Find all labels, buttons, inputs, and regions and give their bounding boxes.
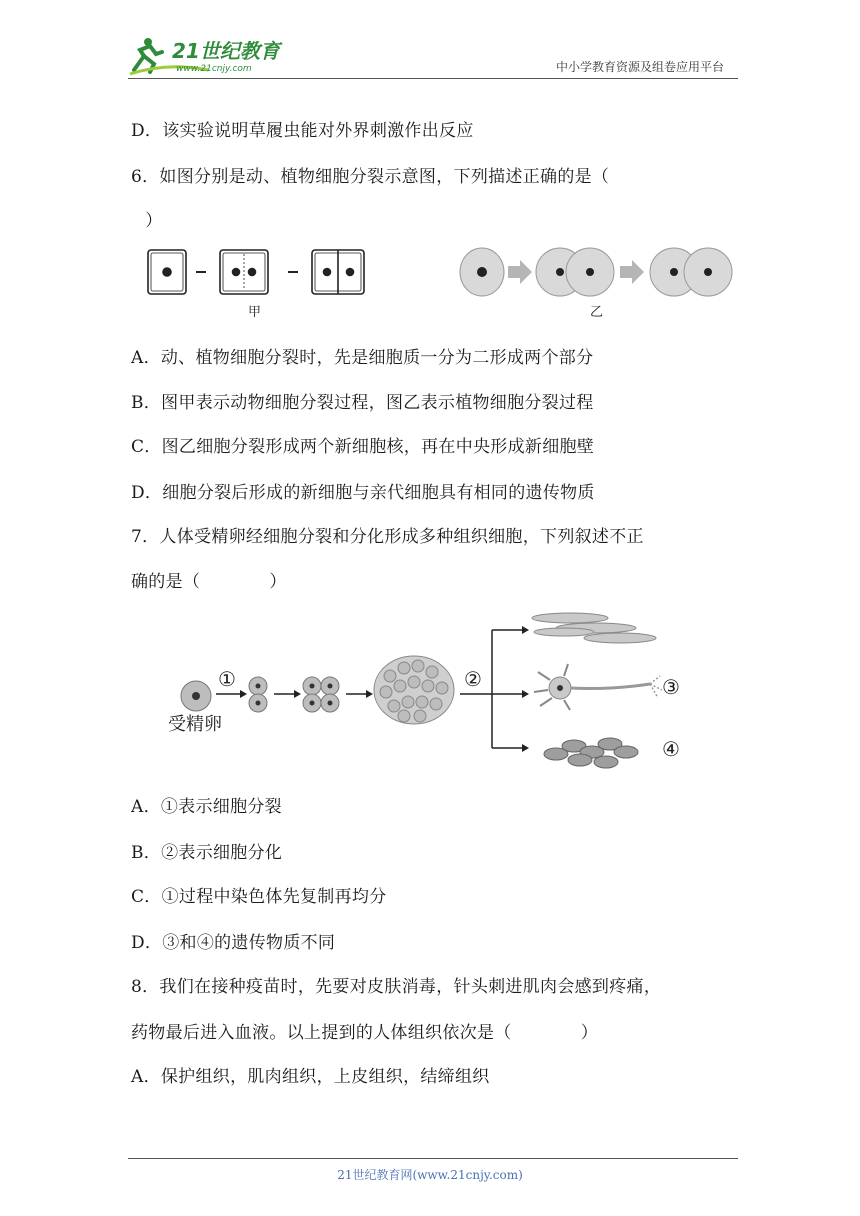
figure-cell-differentiation	[160, 606, 700, 776]
label-yi: 乙	[590, 305, 604, 320]
figure-cell-division	[140, 242, 740, 326]
q8-stem-cont: 药物最后进入血液。以上提到的人体组织依次是（ ）	[131, 1023, 599, 1043]
marker-3: ③	[662, 675, 680, 699]
q6-option-c: C．图乙细胞分裂形成两个新细胞核，再在中央形成新细胞壁	[131, 437, 595, 457]
two-cell-stage	[249, 677, 267, 712]
blood-cells	[544, 738, 638, 768]
plant-cell-division-diagram	[148, 250, 364, 294]
q6-stem: 6．如图分别是动、植物细胞分裂示意图，下列描述正确的是（	[131, 167, 610, 187]
marker-4: ④	[662, 737, 680, 761]
q7-option-b: B．②表示细胞分化	[131, 843, 283, 863]
q7-stem: 7．人体受精卵经细胞分裂和分化形成多种组织细胞，下列叙述不正	[131, 527, 644, 547]
logo-url: www.21cnjy.com	[176, 64, 252, 74]
q8-option-a: A．保护组织，肌肉组织，上皮组织，结缔组织	[131, 1067, 490, 1087]
q7-option-d: D．③和④的遗传物质不同	[131, 933, 336, 953]
q6-option-b: B．图甲表示动物细胞分裂过程，图乙表示植物细胞分裂过程	[131, 393, 594, 413]
q7-option-a: A．①表示细胞分裂	[131, 797, 282, 817]
logo-text: 21世纪教育	[172, 39, 280, 63]
brand-logo	[128, 34, 298, 76]
header-platform-text: 中小学教育资源及组卷应用平台	[555, 60, 724, 74]
footer-divider	[128, 1158, 738, 1159]
q5-option-d: D．该实验说明草履虫能对外界刺激作出反应	[131, 121, 474, 141]
label-zygote: 受精卵	[168, 714, 222, 735]
marker-2: ②	[464, 667, 482, 691]
q6-option-d: D．细胞分裂后形成的新细胞与亲代细胞具有相同的遗传物质	[131, 483, 595, 503]
q6-option-a: A．动、植物细胞分裂时，先是细胞质一分为二形成两个部分	[131, 348, 594, 368]
zygote-cell	[181, 681, 211, 711]
q8-stem: 8．我们在接种疫苗时，先要对皮肤消毒，针头刺进肌肉会感到疼痛，	[131, 977, 662, 997]
multicell-cluster	[374, 656, 454, 724]
q6-stem-cont: ）	[128, 211, 163, 231]
muscle-cells	[532, 613, 656, 643]
animal-cell-division-diagram	[460, 248, 732, 296]
label-jia: 甲	[248, 305, 262, 320]
neuron-cell	[534, 664, 662, 710]
page-header	[128, 34, 738, 79]
q7-option-c: C．①过程中染色体先复制再均分	[131, 887, 387, 907]
marker-1: ①	[218, 667, 236, 691]
four-cell-stage	[303, 677, 339, 712]
footer-link[interactable]: 21世纪教育网(www.21cnjy.com)	[337, 1168, 523, 1182]
q7-stem-cont: 确的是（ ）	[131, 572, 287, 592]
